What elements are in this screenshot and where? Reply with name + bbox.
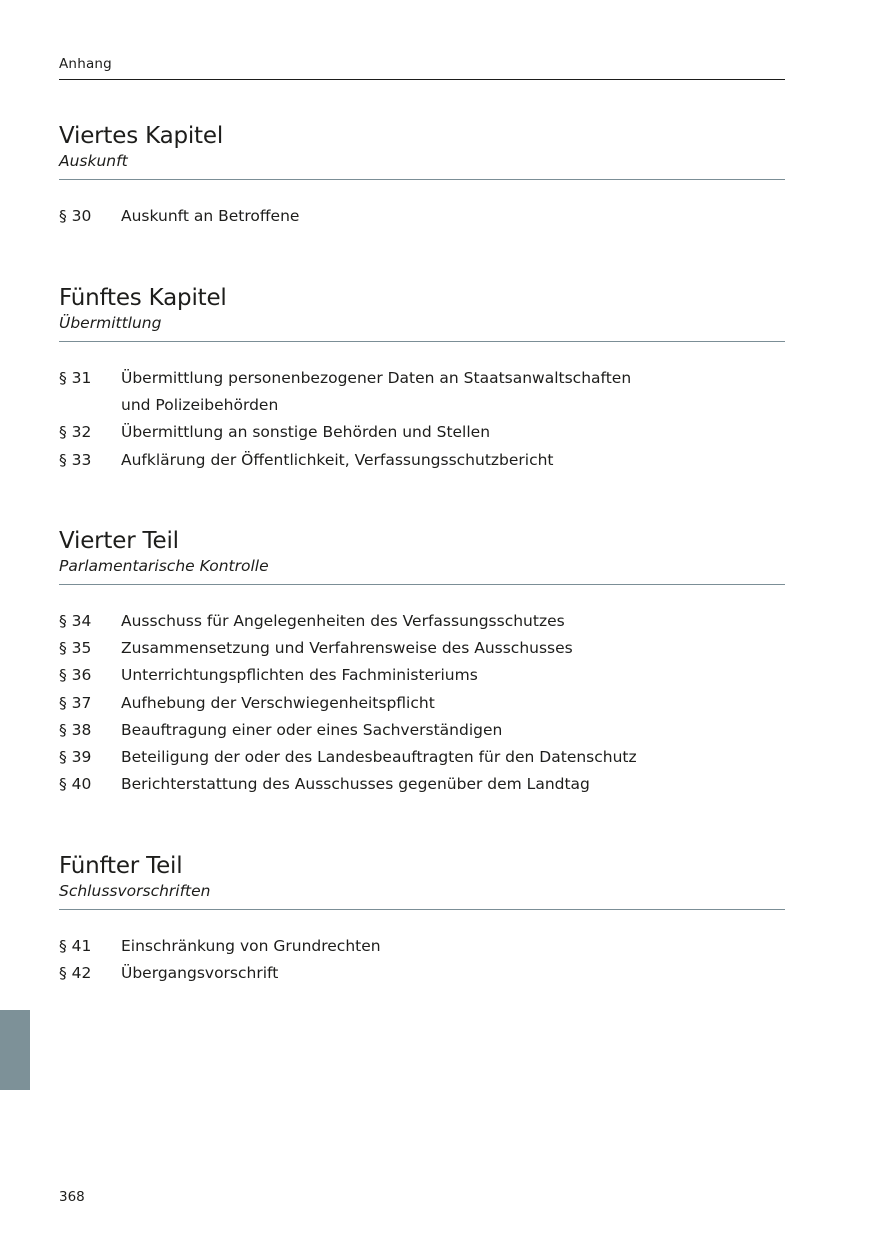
section-title: Fünfter Teil: [59, 853, 183, 879]
paragraph-title: Übermittlung personenbezogener Daten an Staatsanwaltschaften und Polizeibehörden: [121, 369, 632, 415]
paragraph-title: Aufhebung der Verschwiegenheitspflicht: [121, 693, 435, 712]
section-rule: [59, 341, 785, 342]
paragraph-number: § 37: [59, 693, 92, 712]
section-rule: [59, 584, 785, 585]
paragraph-title: Übergangsvorschrift: [121, 964, 279, 983]
chapter-side-tab: [0, 1010, 30, 1090]
toc-entry[interactable]: [59, 744, 785, 771]
paragraph-number: § 34: [59, 612, 92, 630]
paragraph-number: § 31: [59, 369, 92, 387]
paragraph-number: § 33: [59, 450, 92, 469]
paragraph-title: Auskunft an Betroffene: [121, 207, 300, 225]
paragraph-title: Unterrichtungspflichten des Fachministeriums: [121, 666, 478, 685]
paragraph-number: § 38: [59, 720, 92, 739]
paragraph-title: Beteiligung der oder des Landesbeauftragten für den Datenschutz: [121, 748, 637, 767]
paragraph-title: Ausschuss für Angelegenheiten des Verfassungsschutzes: [121, 612, 565, 630]
paragraph-title: Zusammensetzung und Verfahrensweise des Ausschusses: [121, 639, 573, 658]
toc-entry[interactable]: [59, 771, 785, 798]
toc-entry[interactable]: [59, 690, 785, 717]
section-title: Fünftes Kapitel: [59, 285, 227, 311]
toc-entry[interactable]: [59, 203, 785, 230]
paragraph-title: Einschränkung von Grundrechten: [121, 937, 381, 955]
paragraph-number: § 35: [59, 639, 92, 658]
entry-list: [59, 608, 785, 798]
section-vierter-teil: [59, 526, 785, 798]
paragraph-title: Berichterstattung des Ausschusses gegenüber dem Landtag: [121, 775, 590, 794]
section-rule: [59, 179, 785, 180]
toc-entry[interactable]: [59, 662, 785, 689]
section-subtitle: Parlamentarische Kontrolle: [59, 557, 269, 575]
toc-entry[interactable]: [59, 635, 785, 662]
paragraph-title: Übermittlung an sonstige Behörden und Stellen: [121, 423, 491, 442]
section-title: Viertes Kapitel: [59, 123, 224, 149]
paragraph-number: § 36: [59, 666, 92, 685]
section-subtitle: Auskunft: [59, 152, 128, 170]
section-rule: [59, 909, 785, 910]
paragraph-number: § 30: [59, 207, 92, 225]
paragraph-number: § 32: [59, 423, 92, 442]
page-number: 368: [59, 1189, 85, 1205]
toc-entry[interactable]: [59, 608, 785, 635]
paragraph-number: § 40: [59, 775, 92, 794]
entry-list: [59, 203, 785, 230]
header-rule: [59, 79, 785, 80]
paragraph-title: Beauftragung einer oder eines Sachverständigen: [121, 720, 503, 739]
toc-entry[interactable]: [59, 419, 785, 446]
section-subtitle: Übermittlung: [59, 314, 162, 332]
section-viertes-kapitel: [59, 121, 785, 230]
section-subtitle: Schlussvorschriften: [59, 882, 211, 900]
paragraph-title: Aufklärung der Öffentlichkeit, Verfassungsschutzbericht: [121, 450, 554, 469]
section-fuenfter-teil: [59, 851, 785, 987]
toc-entry[interactable]: [59, 933, 785, 960]
section-fuenftes-kapitel: [59, 283, 785, 474]
paragraph-number: § 42: [59, 964, 92, 983]
toc-entry[interactable]: [59, 960, 785, 987]
toc-entry[interactable]: [59, 447, 785, 474]
entry-list: [59, 365, 785, 474]
running-head: Anhang: [59, 56, 112, 72]
toc-entry[interactable]: [59, 717, 785, 744]
paragraph-number: § 39: [59, 748, 92, 767]
paragraph-number: § 41: [59, 937, 92, 955]
section-title: Vierter Teil: [59, 528, 179, 554]
entry-list: [59, 933, 785, 987]
toc-entry[interactable]: [59, 365, 785, 419]
